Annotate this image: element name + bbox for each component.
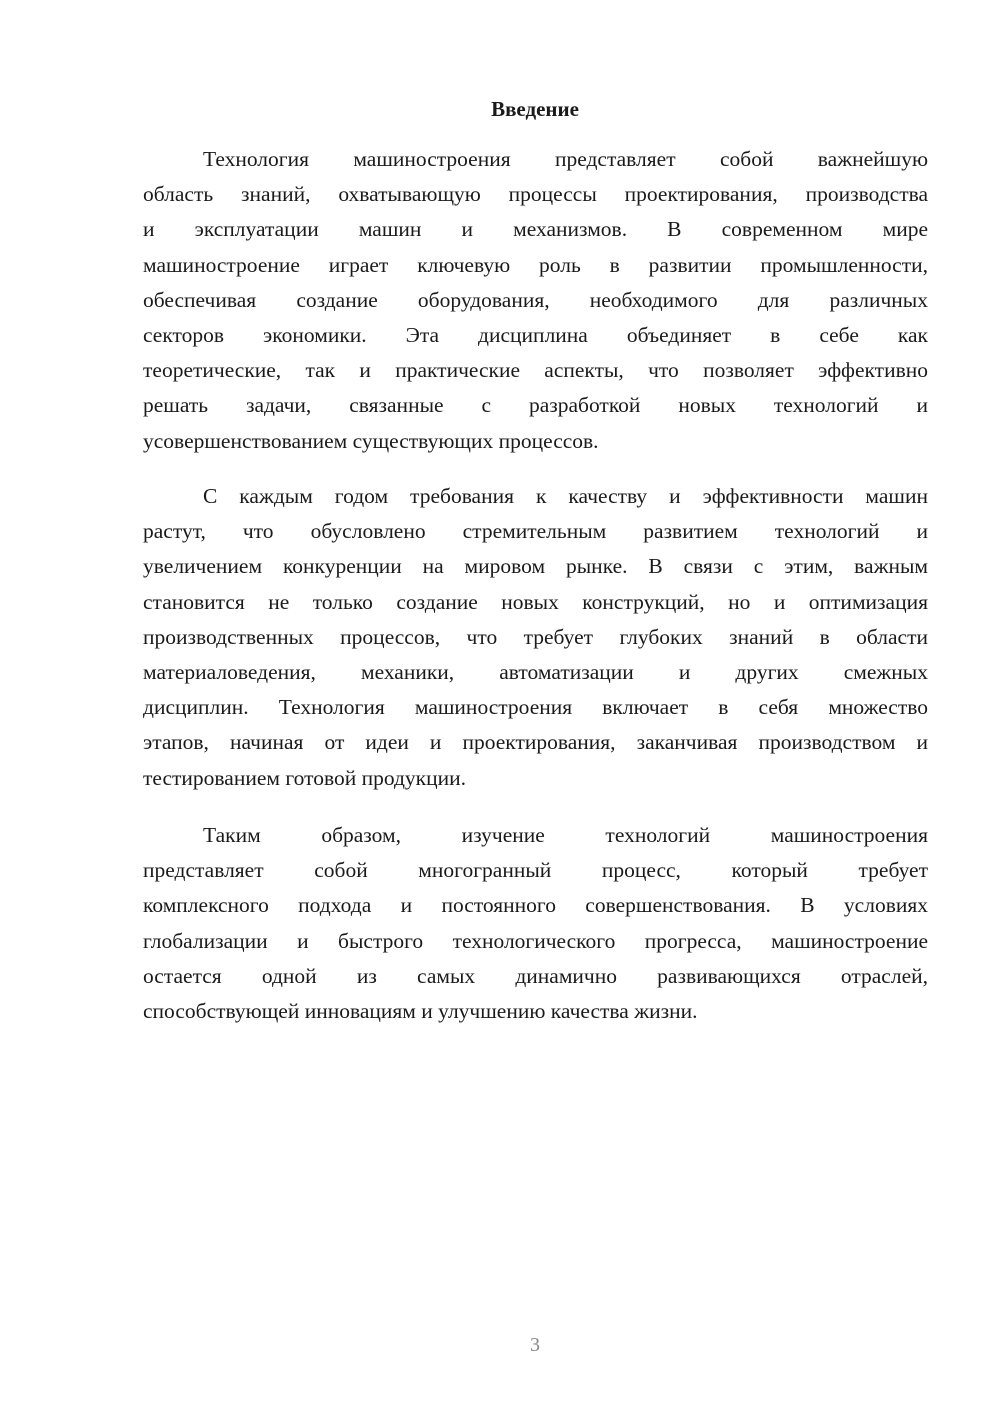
text-line: обеспечивая создание оборудования, необходимого для различных [143,287,928,312]
text-line: тестированием готовой продукции. [143,765,467,790]
paragraph-3 [143,818,928,1029]
text-line: Таким образом, изучение технологий машиностроения [203,823,928,847]
text-line: увеличением конкуренции на мировом рынке. В связи с этим, важным [143,554,928,579]
text-line: становится не только создание новых конструкций, но и оптимизация [143,589,928,614]
page-title: Введение [491,97,579,121]
text-line: растут, что обусловлено стремительным развитием технологий и [143,519,928,544]
text-line: способствующей инновациям и улучшению качества жизни. [143,998,698,1023]
text-line: глобализации и быстрого технологического прогресса, машиностроение [143,928,928,953]
text-line: секторов экономики. Эта дисциплина объединяет в себе как [143,322,928,347]
text-line: материаловедения, механики, автоматизации и других смежных [143,659,928,684]
paragraph-1 [143,142,928,459]
text-line: Технология машиностроения представляет собой важнейшую [203,147,928,171]
text-line: остается одной из самых динамично развивающихся отраслей, [143,963,928,988]
text-line: машиностроение играет ключевую роль в развитии промышленности, [143,252,928,277]
text-line: теоретические, так и практические аспекты, что позволяет эффективно [143,358,928,383]
text-line: область знаний, охватывающую процессы проектирования, производства [143,182,928,207]
text-line: и эксплуатации машин и механизмов. В современном мире [143,217,928,242]
paragraph-2 [143,479,928,796]
text-line: производственных процессов, что требует глубоких знаний в области [143,624,928,649]
text-line: представляет собой многогранный процесс, который требует [143,858,928,883]
page-number: 3 [530,1334,540,1356]
text-line: комплексного подхода и постоянного совершенствования. В условиях [143,893,928,918]
text-line: усовершенствованием существующих процессов. [143,428,599,453]
text-line: дисциплин. Технология машиностроения включает в себя множество [143,695,928,720]
text-line: этапов, начиная от идеи и проектирования, заканчивая производством и [143,730,928,755]
text-line: С каждым годом требования к качеству и эффективности машин [203,484,928,508]
text-line: решать задачи, связанные с разработкой новых технологий и [143,393,928,418]
